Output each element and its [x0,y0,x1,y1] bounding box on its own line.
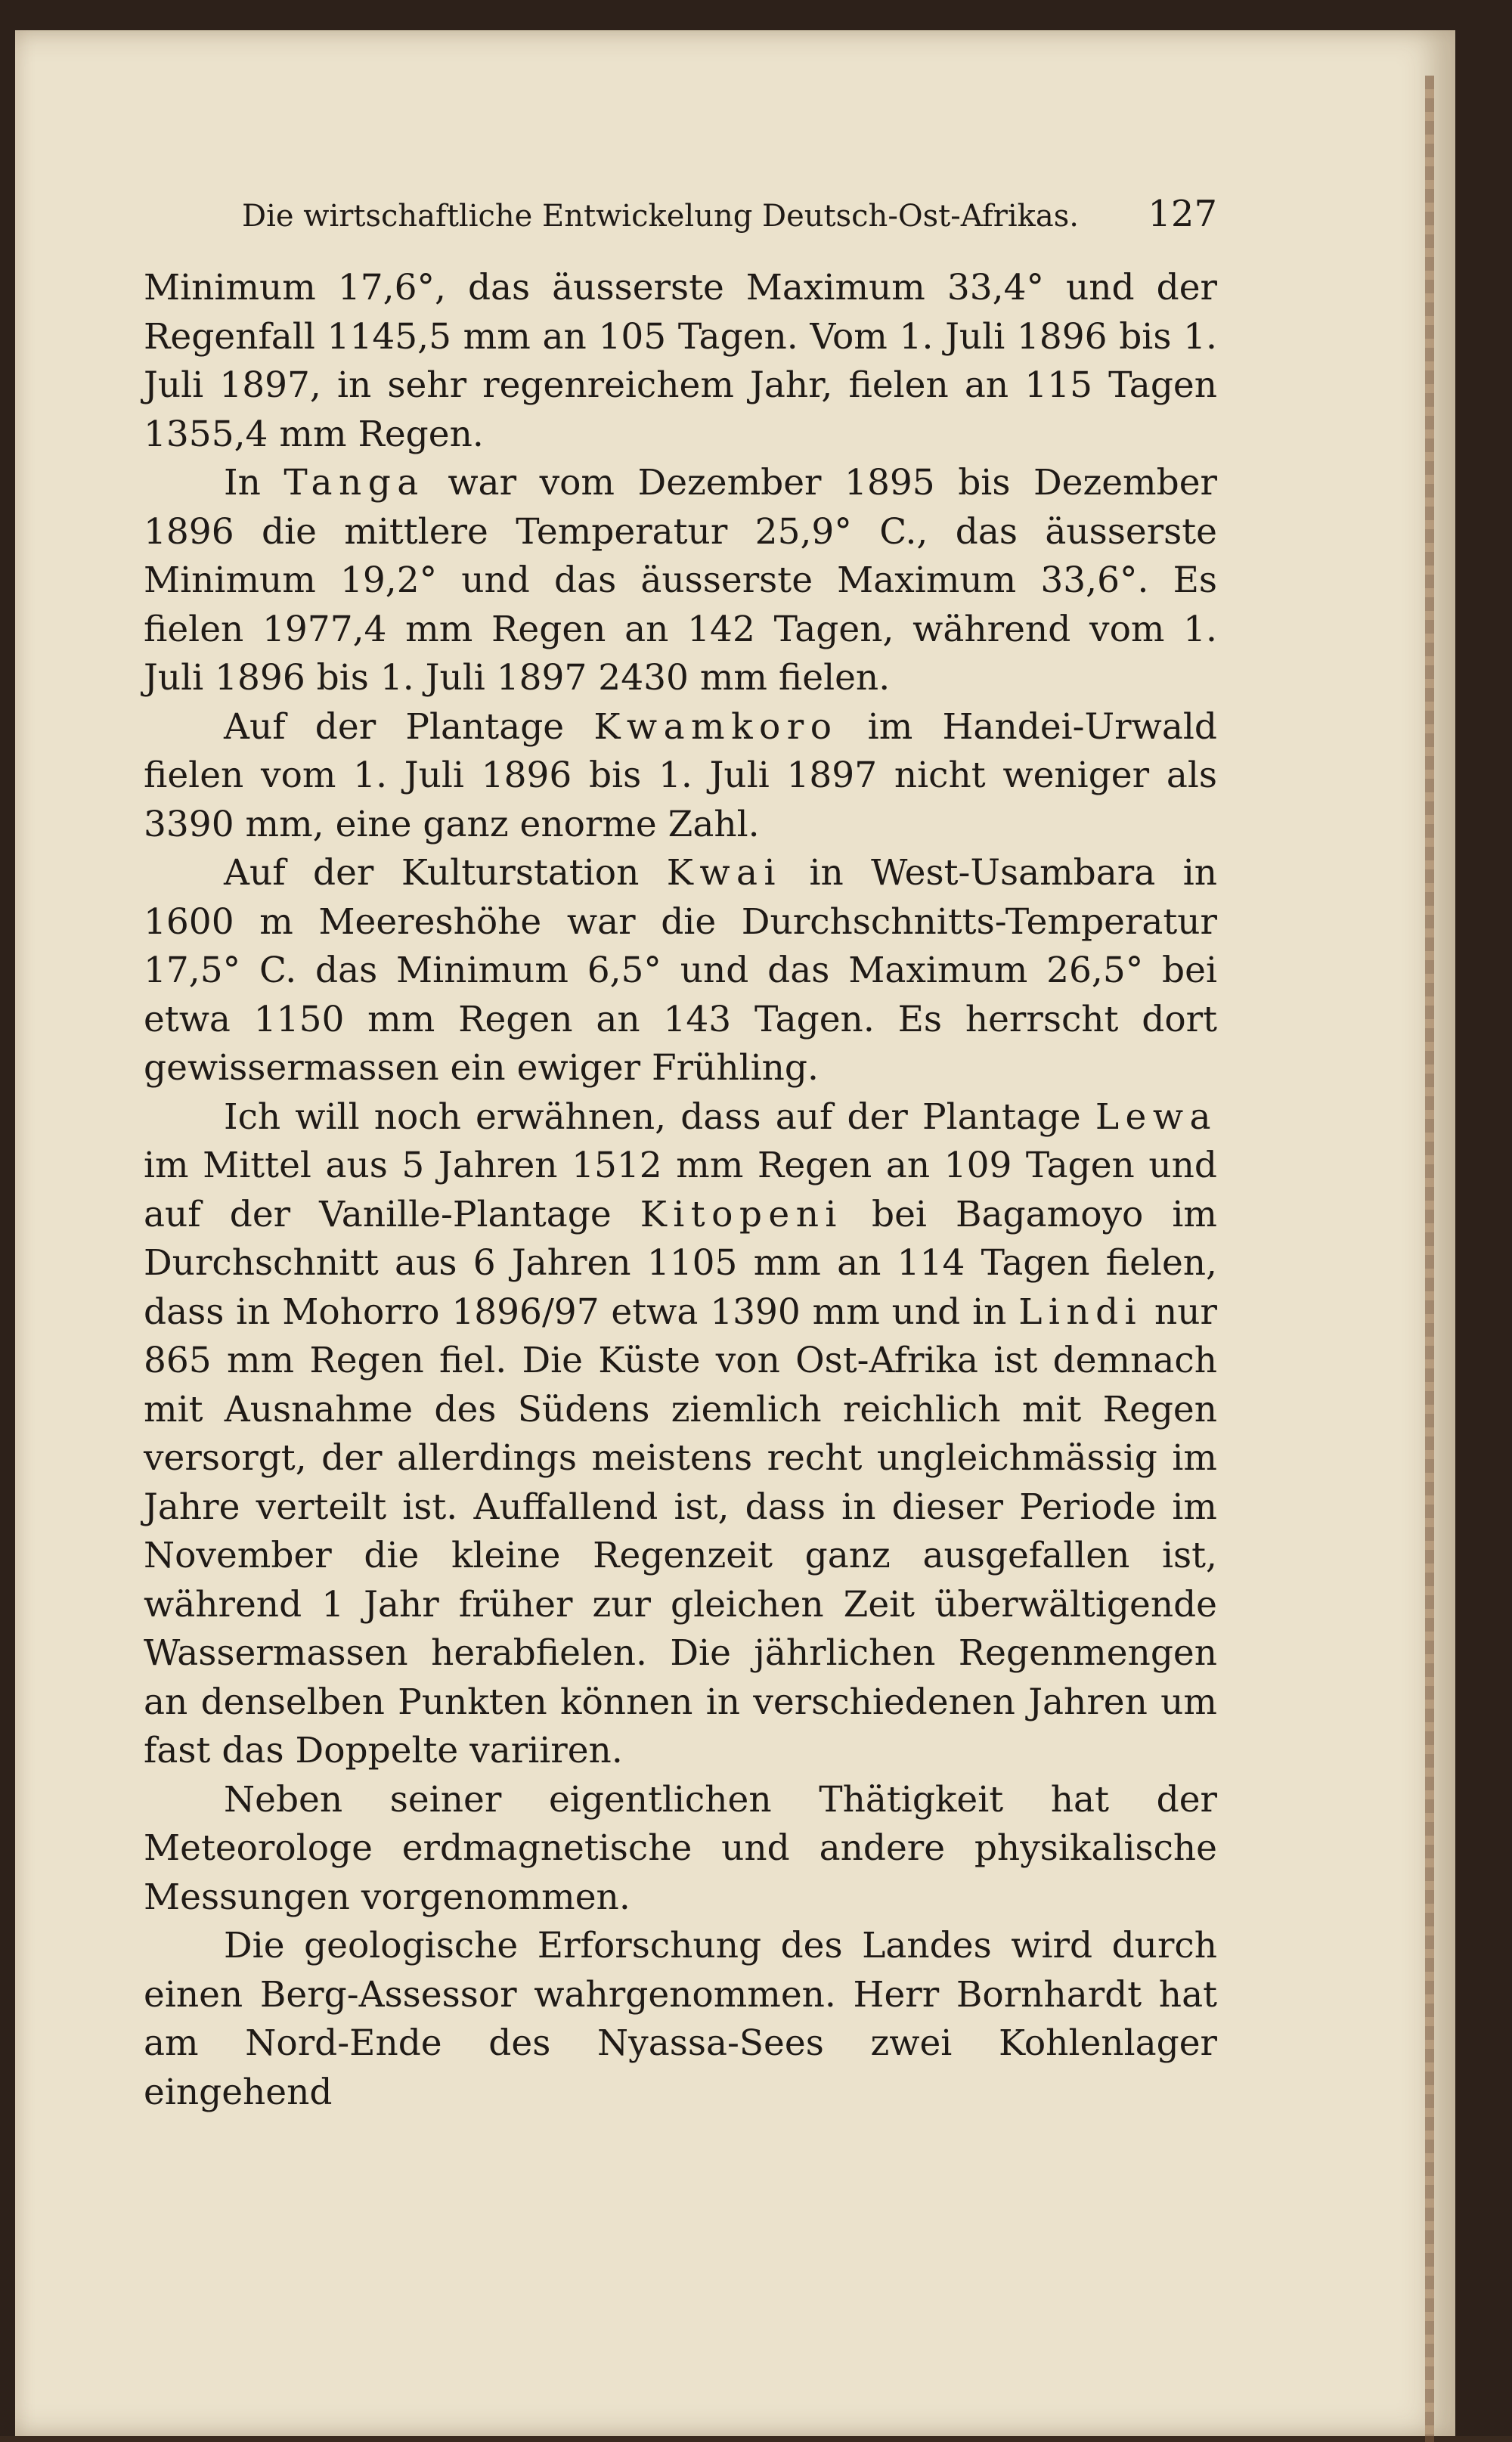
spaced-name: Lindi [1018,1291,1143,1333]
text-run: in West-Usambara in 1600 m Meereshöhe war die Durchschnitts-Temperatur 17,5° C. das Minimum 6,5° und das Maximum 26,5° bei etwa 1150 mm Regen an 143 Tagen. Es herrscht dort gewissermassen ein ewiger Frühling. [144,852,1217,1089]
paragraph [144,849,1217,1093]
page-number: 127 [1148,193,1217,235]
running-header [242,193,1217,235]
text-run: Neben seiner eigentlichen Thätigkeit hat der Meteorologe erdmagnetische und andere physikalische Messungen vorgenommen. [144,1778,1217,1918]
spaced-name: Tanga [284,462,425,504]
paragraph [144,1922,1217,2117]
paragraph [144,1776,1217,1923]
text-run: In [224,462,284,504]
book-page [15,30,1455,2436]
text-run: Die geologische Erforschung des Landes wird durch einen Berg-Assessor wahrgenommen. Herr Bornhardt hat am Nord-Ende des Nyassa-Sees zwei Kohlenlager eingehend [144,1925,1217,2113]
text-run: im Handei-Urwald fielen vom 1. Juli 1896 bis 1. Juli 1897 nicht weniger als 3390 mm, eine ganz enorme Zahl. [144,705,1217,845]
running-title: Die wirtschaftliche Entwickelung Deutsch-Ost-Afrikas. [242,199,1079,234]
spaced-name: Kitopeni [640,1193,843,1235]
spaced-name: Kwai [666,852,782,894]
paragraph [144,264,1217,459]
text-run: bei Bagamoyo im Durchschnitt aus 6 Jahren 1105 mm an 114 Tagen fielen, dass in Mohorro 1896/97 etwa 1390 mm und in [144,1193,1218,1333]
paragraph [144,459,1217,703]
spaced-name: Lewa [1095,1095,1217,1138]
text-run: im Mittel aus 5 Jahren 1512 mm Regen an 109 Tagen und auf der Vanille-Plantage [144,1145,1217,1235]
paragraph [144,703,1217,850]
text-run: Auf der Plantage [224,705,594,748]
text-run: Auf der Kulturstation [224,852,667,894]
text-run: Ich will noch erwähnen, dass auf der Plantage [224,1095,1095,1138]
body-text [144,264,1217,2117]
text-run: war vom Dezember 1895 bis Dezember 1896 die mittlere Temperatur 25,9° C., das äusserste Minimum 19,2° und das äusserste Maximum 33,6°. Es fielen 1977,4 mm Regen an 142 Tagen, während vom 1. Juli 1896 bis 1. Juli 1897 2430 mm fielen. [144,462,1217,699]
text-run: Minimum 17,6°, das äusserste Maximum 33,4° und der Regenfall 1145,5 mm an 105 Tagen. Vom 1. Juli 1896 bis 1. Juli 1897, in sehr regenreichem Jahr, fielen an 115 Tagen 1355,4 mm Regen. [144,267,1217,455]
page-text-block [144,193,1217,2117]
spaced-name: Kwamkoro [593,705,838,748]
paragraph [144,1093,1217,1776]
page-edge [1425,76,1434,2442]
text-run: nur 865 mm Regen fiel. Die Küste von Ost-Afrika ist demnach mit Ausnahme des Südens ziemlich reichlich mit Regen versorgt, der allerdings meistens recht ungleichmässig im Jahre verteilt ist. Auffallend ist, dass in dieser Periode im November die kleine Regenzeit ganz ausgefallen ist, während 1 Jahr früher zur gleichen Zeit überwältigende Wassermassen herabfielen. Die jährlichen Regenmengen an denselben Punkten können in verschiedenen Jahren um fast das Doppelte variiren. [144,1291,1217,1771]
